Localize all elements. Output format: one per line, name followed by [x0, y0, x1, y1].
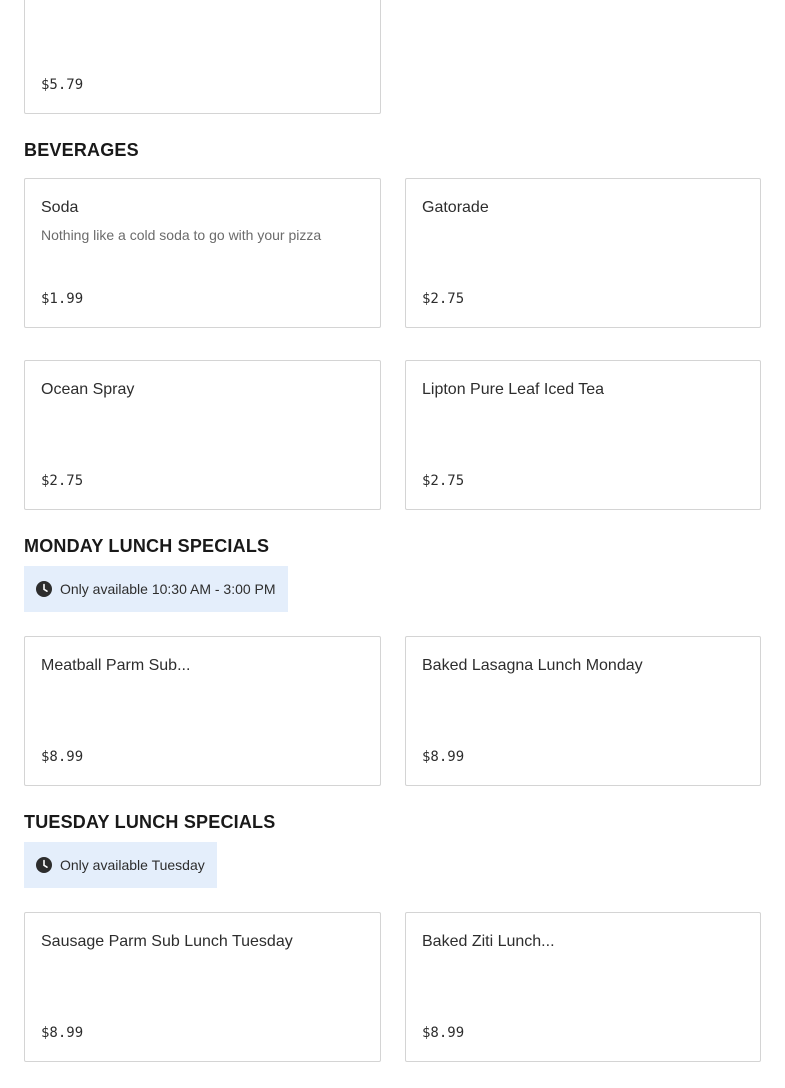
- item-name: Ocean Spray: [41, 381, 135, 398]
- menu-item-card[interactable]: [24, 360, 381, 510]
- menu-item-card[interactable]: [24, 912, 381, 1062]
- menu-item-card[interactable]: [405, 360, 761, 510]
- item-name: Baked Lasagna Lunch Monday: [422, 657, 643, 674]
- item-price: $8.99: [422, 1025, 465, 1041]
- item-price: $8.99: [41, 1025, 84, 1041]
- item-name: Baked Ziti Lunch...: [422, 933, 555, 950]
- item-name: Gatorade: [422, 199, 489, 216]
- section-title-beverages: BEVERAGES: [24, 140, 139, 160]
- menu-item-card[interactable]: [405, 636, 761, 786]
- availability-text: Only available 10:30 AM - 3:00 PM: [60, 581, 276, 597]
- menu-item-card[interactable]: [24, 0, 381, 114]
- item-name: Meatball Parm Sub...: [41, 657, 191, 674]
- item-price: $1.99: [41, 291, 84, 307]
- availability-badge: [24, 842, 217, 888]
- item-name: Soda: [41, 199, 79, 216]
- menu-item-card[interactable]: [405, 912, 761, 1062]
- menu-item-card[interactable]: [24, 636, 381, 786]
- clock-icon: [36, 857, 52, 873]
- clock-icon: [36, 581, 52, 597]
- item-description: Nothing like a cold soda to go with your pizza: [41, 227, 322, 243]
- item-price: $2.75: [41, 473, 84, 489]
- item-price: $2.75: [422, 473, 465, 489]
- section-title-monday-lunch-specials: MONDAY LUNCH SPECIALS: [24, 536, 270, 556]
- item-name: Sausage Parm Sub Lunch Tuesday: [41, 933, 293, 950]
- menu-item-card[interactable]: [24, 178, 381, 328]
- item-price: $2.75: [422, 291, 465, 307]
- availability-text: Only available Tuesday: [60, 857, 205, 873]
- menu-item-card[interactable]: [405, 178, 761, 328]
- item-name: Lipton Pure Leaf Iced Tea: [422, 381, 605, 398]
- availability-badge: [24, 566, 288, 612]
- section-title-tuesday-lunch-specials: TUESDAY LUNCH SPECIALS: [24, 812, 276, 832]
- item-price: $8.99: [41, 749, 84, 765]
- item-price: $5.79: [41, 77, 84, 93]
- item-price: $8.99: [422, 749, 465, 765]
